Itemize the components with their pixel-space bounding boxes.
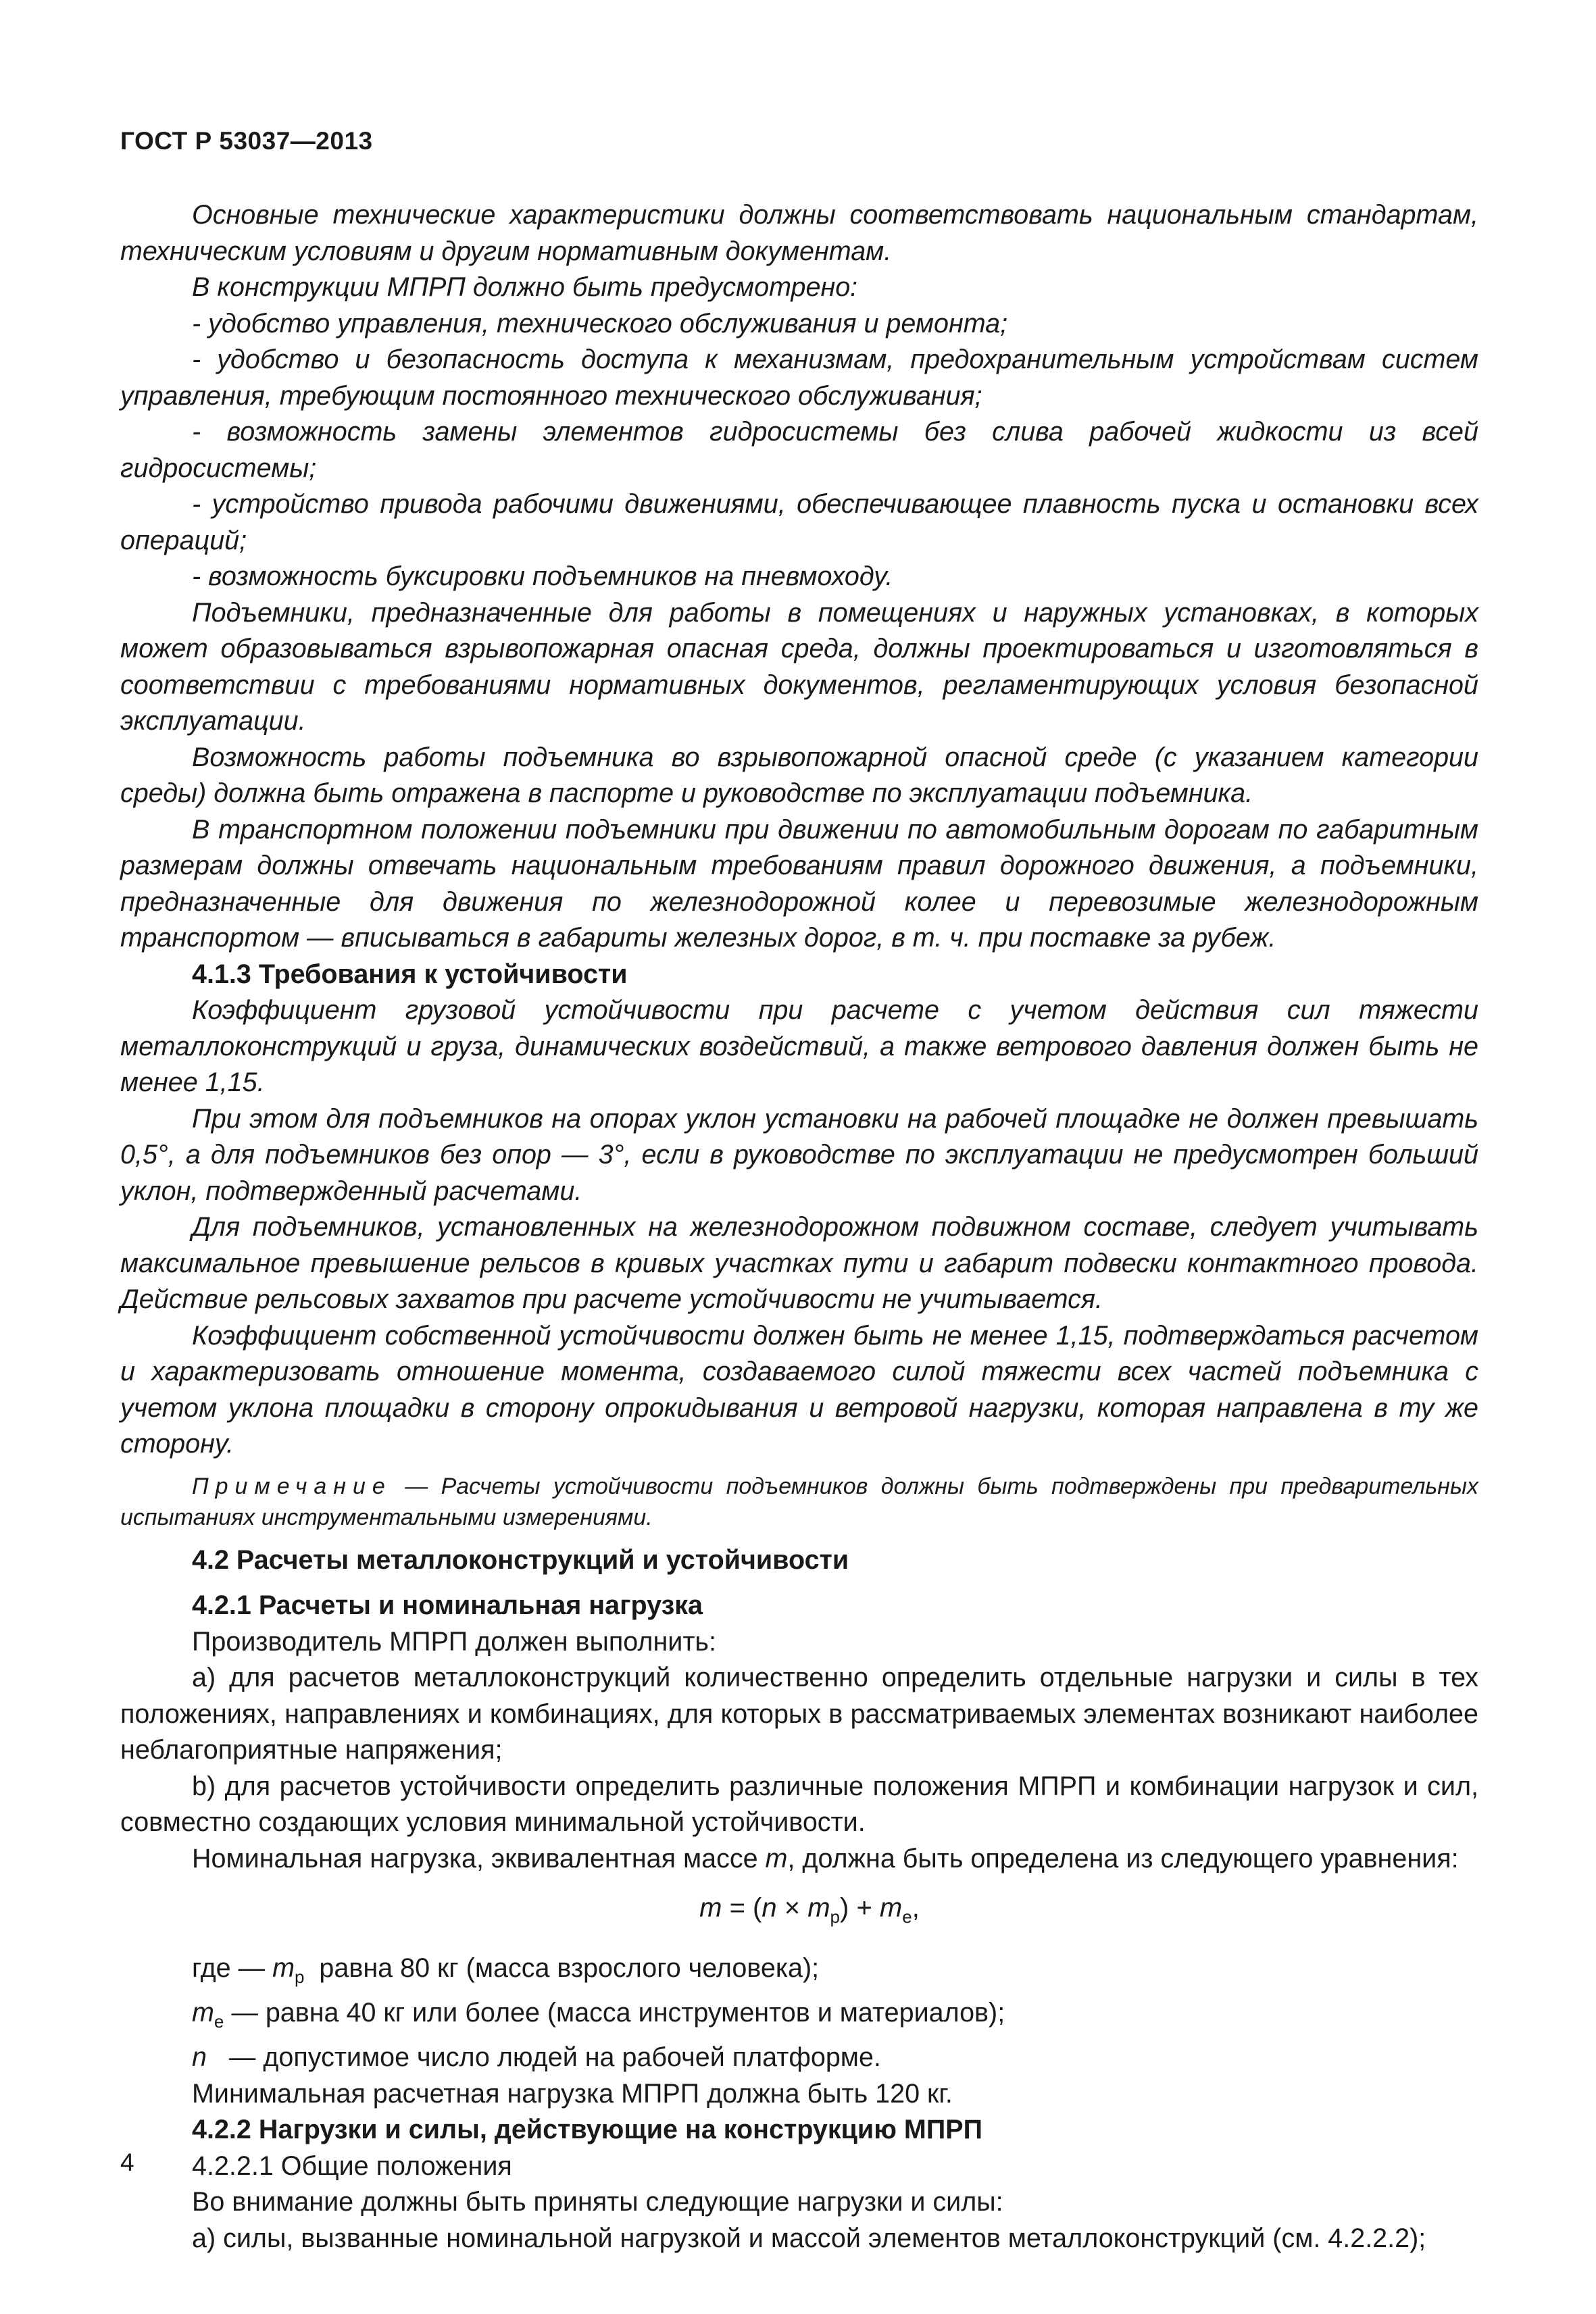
paragraph: При этом для подъемников на опорах уклон установки на рабочей площадке не должен превышать 0,5°, а для подъемников без опор — 3°, если в руководстве по эксплуатации не предусмотрен больший уклон, подтвержденный расчетами. xyxy=(120,1103,1478,1206)
note-label: Примечание xyxy=(192,1473,392,1499)
section-heading: 4.2.2 Нагрузки и силы, действующие на конструкцию МПРП xyxy=(192,2115,982,2145)
list-item: b) для расчетов устойчивости определить различные положения МПРП и комбинации нагрузок и сил, совместно создающих условия минимальной устойчивости. xyxy=(120,1771,1478,1837)
formula-definition: где — $m_p$ равна 80 кг (масса взрослого человека); xyxy=(192,1953,820,1987)
paragraph: Номинальная нагрузка, эквивалентная массе m, должна быть определена из следующего уравнения: xyxy=(192,1843,1459,1873)
subsection-heading: 4.2.2.1 Общие положения xyxy=(192,2150,512,2181)
standard-header: ГОСТ Р 53037—2013 xyxy=(120,127,373,155)
list-item: a) силы, вызванные номинальной нагрузкой и массой элементов металлоконструкций (см. 4.2.2.2); xyxy=(192,2223,1426,2253)
list-item: a) для расчетов металлоконструкций количественно определить отдельные нагрузки и силы в тех положениях, направлениях и комбинациях, для которых в рассматриваемых элементах возникают наиболее неблагоприятные напряжения; xyxy=(120,1663,1478,1765)
paragraph: Коэффициент собственной устойчивости должен быть не менее 1,15, подтверждаться расчетом и характеризовать отношение момента, создаваемого силой тяжести всех частей подъемника с учетом уклона площадки в сторону опрокидывания и ветровой нагрузки, которая направлена в ту же сторону. xyxy=(120,1320,1478,1459)
paragraph: Подъемники, предназначенные для работы в помещениях и наружных установках, в которых может образовываться взрывопожарная опасная среда, должны проектироваться и изготовляться в соответствии с требованиями нормативных документов, регламентирующих условия безопасной эксплуатации. xyxy=(120,597,1478,736)
list-item: - возможность буксировки подъемников на пневмоходу. xyxy=(192,561,893,591)
list-item: - удобство и безопасность доступа к механизмам, предохранительным устройствам систем управления, требующим постоянного технического обслуживания; xyxy=(120,345,1478,411)
page-number: 4 xyxy=(120,2148,134,2176)
formula-definition: $m_e$ — равна 40 кг или более (масса инструментов и материалов); xyxy=(192,1997,1005,2032)
paragraph: Коэффициент грузовой устойчивости при расчете с учетом действия сил тяжести металлоконструкций и груза, динамических воздействий, а также ветрового давления должен быть не менее 1,15. xyxy=(120,995,1478,1097)
paragraph: Производитель МПРП должен выполнить: xyxy=(192,1626,716,1657)
paragraph: Основные технические характеристики должны соответствовать национальным стандартам, техническим условиям и другим нормативным документам. xyxy=(120,200,1478,266)
section-heading: 4.2.1 Расчеты и номинальная нагрузка xyxy=(192,1590,703,1620)
paragraph: Минимальная расчетная нагрузка МПРП должна быть 120 кг. xyxy=(192,2078,953,2109)
paragraph: В конструкции МПРП должно быть предусмотрено: xyxy=(192,272,858,302)
paragraph: В транспортном положении подъемники при движении по автомобильным дорогам по габаритным размерам должны отвечать национальным требованиям правил дорожного движения, а подъемники, предназначенные для движения по железнодорожной колее и перевозимые железнодорожным транспортом — вписываться в габариты железных дорог, в т. ч. при поставке за рубеж. xyxy=(120,814,1478,953)
list-item: - возможность замены элементов гидросистемы без слива рабочей жидкости из всей гидросистемы; xyxy=(120,417,1478,483)
section-heading: 4.2 Расчеты металлоконструкций и устойчивости xyxy=(192,1544,849,1575)
paragraph: Во внимание должны быть приняты следующие нагрузки и силы: xyxy=(192,2187,1003,2217)
paragraph: Возможность работы подъемника во взрывопожарной опасной среде (с указанием категории среды) должна быть отражена в паспорте и руководстве по эксплуатации подъемника. xyxy=(120,742,1478,808)
formula: $m = (n \times m_p) + m_e$, xyxy=(699,1893,920,1927)
list-item: - устройство привода рабочими движениями, обеспечивающее плавность пуска и остановки всех операций; xyxy=(120,489,1478,555)
note xyxy=(120,1471,1478,1533)
list-item: - удобство управления, технического обслуживания и ремонта; xyxy=(192,308,1008,338)
section-heading: 4.1.3 Требования к устойчивости xyxy=(192,959,628,989)
paragraph: Для подъемников, установленных на железнодорожном подвижном составе, следует учитывать максимальное превышение рельсов в кривых участках пути и габарит подвески контактного провода. Действие рельсовых захватов при расчете устойчивости не учитывается. xyxy=(120,1212,1478,1314)
variable-m: m xyxy=(765,1843,788,1873)
note-text: — Расчеты устойчивости подъемников должны быть подтверждены при предварительных испытаниях инструментальными измерениями. xyxy=(120,1473,1478,1530)
page-content xyxy=(120,197,1478,2257)
formula-definition: n — допустимое число людей на рабочей платформе. xyxy=(192,2042,881,2073)
